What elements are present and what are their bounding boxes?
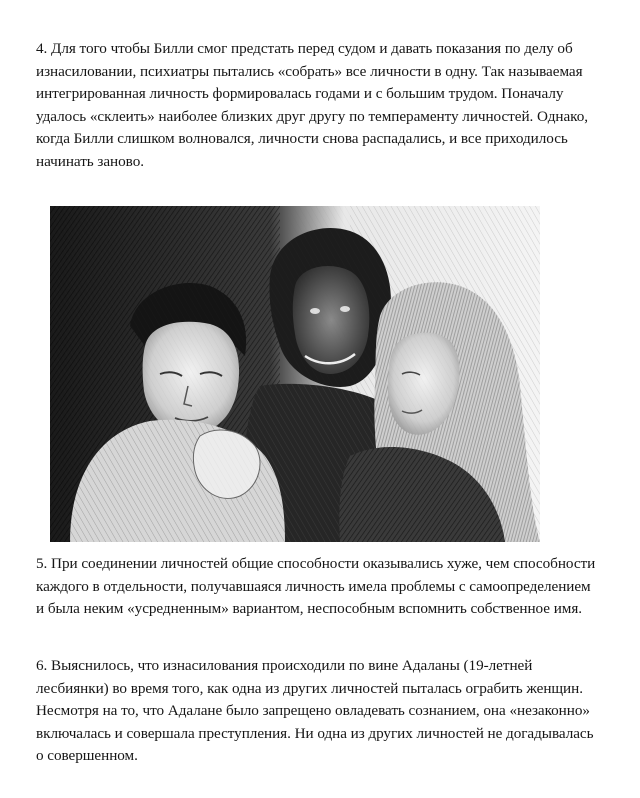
illustration-three-personalities [50,206,540,542]
pencil-sketch-three-figures-icon [50,206,540,542]
paragraph-5: 5. При соединении личностей общие способности оказывались хуже, чем способности каждого в отдельности, получавшаяся личность имела проблемы с самоопределением и была неким «усредненным» вариантом, неспособным вспомнить собственное имя. [36,555,596,618]
paragraph-6: 6. Выяснилось, что изнасилования происходили по вине Адаланы (19-летней лесбиянки) во время того, как одна из других личностей пыталась ограбить женщин. Несмотря на то, что Адалане было запрещено овладевать сознанием, она «незаконно» включалась и совершала преступления. Ни одна из других личностей не догадывалась о совершенном. [36,657,594,765]
paragraph-4: 4. Для того чтобы Билли смог предстать перед судом и давать показания по делу об изнасиловании, психиатры пытались «собрать» все личности в одну. Так называемая интегрированная личность формировалась годами и с большим трудом. Поначалу удалось «склеить» наиболее близких друг другу по темпераменту личностей. Однако, когда Билли слишком волновался, личности снова распадались, и все приходилось начинать заново. [36,40,589,170]
